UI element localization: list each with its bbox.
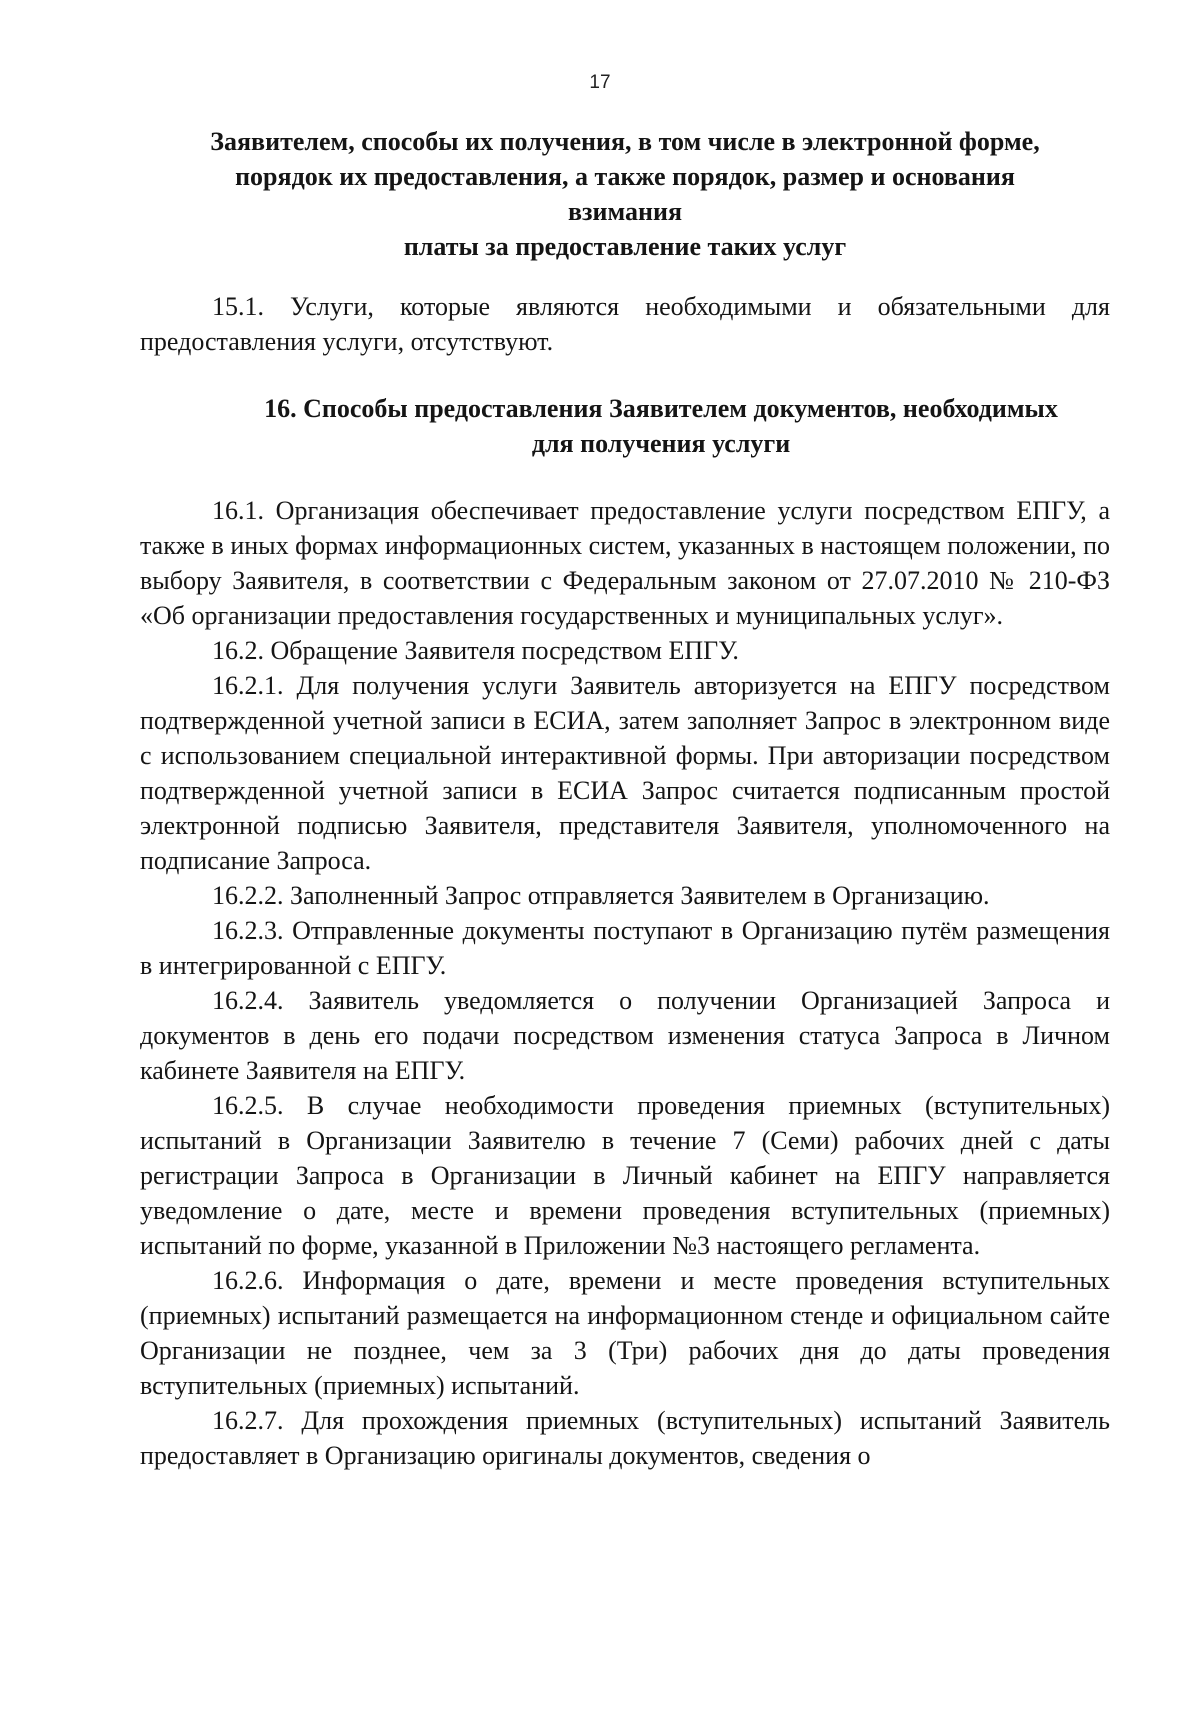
paragraph-16-1: 16.1. Организация обеспечивает предоставление услуги посредством ЕПГУ, а также в иных формах информационных систем, указанных в настоящем положении, по выбору Заявителя, в соответствии с Федеральным законом от 27.07.2010 № 210-ФЗ «Об организации предоставления государственных и муниципальных услуг».	[140, 496, 1110, 630]
paragraph-16-2-4: 16.2.4. Заявитель уведомляется о получении Организацией Запроса и документов в день его подачи посредством изменения статуса Запроса в Личном кабинете Заявителя на ЕПГУ.	[140, 986, 1110, 1085]
heading-line: 16. Способы предоставления Заявителем документов, необходимых	[264, 394, 1058, 423]
paragraph-16-2-5: 16.2.5. В случае необходимости проведения приемных (вступительных) испытаний в Организации Заявителю в течение 7 (Семи) рабочих дней с даты регистрации Запроса в Организации в Личный кабинет на ЕПГУ направляется уведомление о дате, месте и времени проведения вступительных (приемных) испытаний по форме, указанной в Приложении №3 настоящего регламента.	[140, 1091, 1110, 1260]
page-number: 17	[589, 72, 611, 93]
paragraph-15-1: 15.1. Услуги, которые являются необходимыми и обязательными для предоставления услуги, отсутствуют.	[140, 292, 1110, 356]
heading-line: платы за предоставление таких услуг	[403, 232, 847, 261]
paragraph-16-2: 16.2. Обращение Заявителя посредством ЕПГУ.	[212, 636, 739, 665]
heading-line: для получения услуги	[531, 429, 791, 458]
paragraph-16-2-6: 16.2.6. Информация о дате, времени и месте проведения вступительных (приемных) испытаний размещается на информационном стенде и официальном сайте Организации не позднее, чем за 3 (Три) рабочих дня до даты проведения вступительных (приемных) испытаний.	[140, 1266, 1110, 1400]
paragraph-16-2-7: 16.2.7. Для прохождения приемных (вступительных) испытаний Заявитель предоставляет в Организацию оригиналы документов, сведения о	[140, 1406, 1110, 1470]
heading-line: взимания	[567, 197, 683, 226]
paragraph-16-2-2: 16.2.2. Заполненный Запрос отправляется Заявителем в Организацию.	[212, 881, 990, 910]
paragraph-16-2-1: 16.2.1. Для получения услуги Заявитель авторизуется на ЕПГУ посредством подтвержденной учетной записи в ЕСИА, затем заполняет Запрос в электронном виде с использованием специальной интерактивной формы. При авторизации посредством подтвержденной учетной записи в ЕСИА Запрос считается подписанным простой электронной подписью Заявителя, представителя Заявителя, уполномоченного на подписание Запроса.	[140, 671, 1110, 875]
section-15-heading-continuation	[140, 124, 1110, 264]
heading-line: порядок их предоставления, а также порядок, размер и основания	[235, 162, 1015, 191]
heading-line: Заявителем, способы их получения, в том числе в электронной форме,	[210, 127, 1040, 156]
section-16-heading	[140, 391, 1110, 461]
paragraph-16-2-3: 16.2.3. Отправленные документы поступают в Организацию путём размещения в интегрированной с ЕПГУ.	[140, 916, 1110, 980]
page-content	[140, 124, 1110, 1473]
